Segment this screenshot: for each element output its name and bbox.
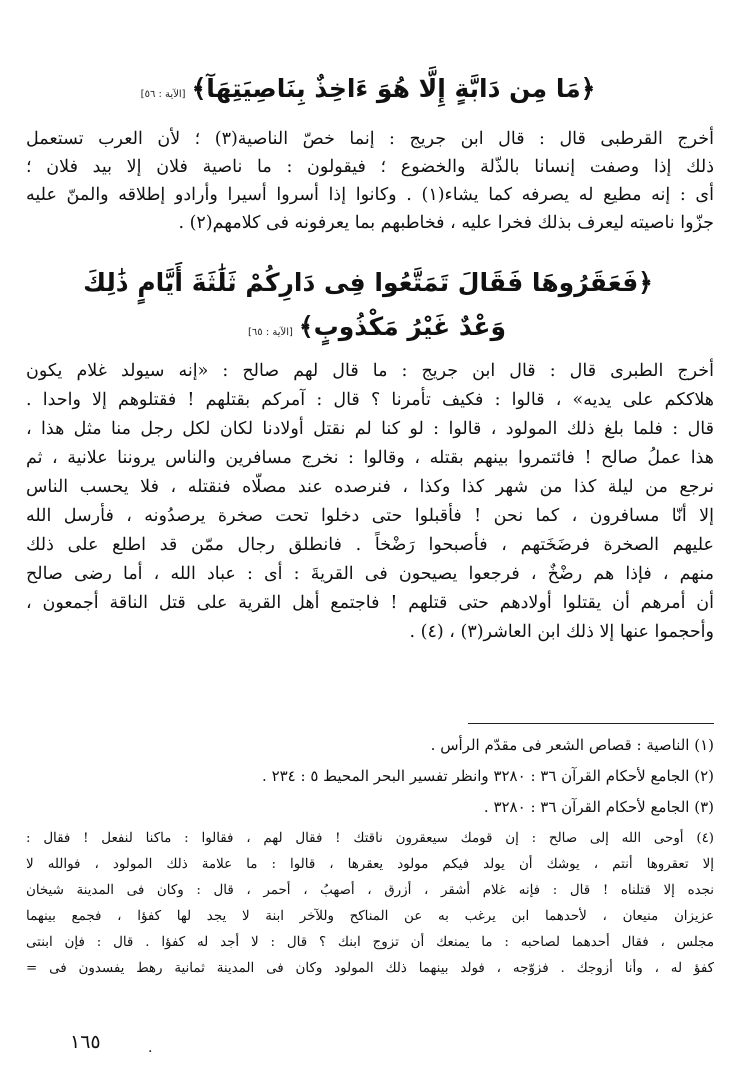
footnote-line: عزيزان منيعان ، لأحدهما ابن يرغب به عن المناكح وللآخر ابنة لا يجد لها كفؤا ، فجمع بينهما xyxy=(26,909,714,924)
page-dot: . xyxy=(148,1040,153,1056)
text-line: جزّوا ناصيته ليعرف بذلك فخرا عليه ، فخاطبهم بما يعرفونه فى كلامهم(٢) . xyxy=(178,213,714,233)
text-line: إلا أنّا مسافرون ، كما نحن ! فأقبلوا حتى دخلوا تحت صخرة يرصدُونه ، فأرسل الله xyxy=(26,506,714,526)
verse-text: ﴿فَعَقَرُوهَا فَقَالَ تَمَتَّعُوا فِى دَارِكُمْ ثَلَٰثَةَ أَيَّامٍ ذَٰلِكَ xyxy=(83,268,653,297)
verse-reference: [الآية : ٦٥] xyxy=(248,327,293,338)
text-line: عليهم الصخرة فرضَخَتهم ، فأصبحوا رَضْخاً . فانطلق رجال ممّن قد اطلع على ذلك xyxy=(26,535,714,555)
footnote-line: مجلس ، فقال أحدهما لصاحبه : ما يمنعك أن تزوج ابنك ؟ قال : لا أجد له كفؤا . قال : فإن ابنتى xyxy=(26,935,714,950)
paragraph-qurtubi xyxy=(26,125,714,237)
text-line: أخرج الطبرى قال : قال ابن جريج : ما قال لهم صالح : «إنه سيولد غلام يكون xyxy=(26,361,714,381)
paragraph-tabari xyxy=(26,357,714,647)
text-line: أخرج القرطبى قال : قال ابن جريج : إنما خصّ الناصية(٣) ؛ لأن العرب تستعمل xyxy=(26,129,714,149)
verse-heading-65-line1 xyxy=(22,268,714,297)
footnote-line: إلا تعقروها أنتم ، يوشك أن يولد فيكم مولود يعقرها ، قالوا : ما علامة ذلك المولود ، فوالله لا xyxy=(26,857,714,872)
text-line: قال : فلما بلغ ذلك المولود ، قالوا : لو كنا لم نقتل أولادنا لكان لكل رجل منا مثل هذا ، xyxy=(26,419,714,439)
text-line: وأحجموا عنها إلا ذلك ابن العاشر(٣) ، (٤) . xyxy=(409,622,714,642)
text-line: منهم ، فإذا هم رضْخٌ ، فرجعوا يصيحون فى القريةَ : أى : عباد الله ، أما رضى صالح xyxy=(26,564,714,584)
text-line: أن أمرهم أن يقتلوا أولادهم حتى قتلهم ! فاجتمع أهل القرية على قتل الناقة أجمعون ، xyxy=(26,593,714,613)
footnote-line: (٤) أوحى الله إلى صالح : إن قومك سيعقرون ناقتك ! فقال لهم ، فقالوا : ماكنا لنفعل ! فقال : xyxy=(26,831,714,846)
text-line: هذا عملُ صالح ! فائتمروا بينهم بقتله ، وقالوا : نخرج مسافرين والناس يروننا علانية ، ثم xyxy=(26,448,714,468)
footnote-line: نجده إلا قتلناه ! قال : فإنه غلام أشقر ، أزرق ، أصهبُ ، أحمر ، قال : وكان فى المدينة شيخان xyxy=(26,883,714,898)
footnote-3: (٣) الجامع لأحكام القرآن ٣٦ : ٣٢٨٠ . xyxy=(483,798,714,816)
verse-heading-65-line2 xyxy=(22,312,506,341)
text-line: نرجع من ليلة كذا من شهر كذا وكذا ، فنرصده عند مصلّاه فنقتله ، فلا يحسب الناس xyxy=(26,477,714,497)
text-line: أى : إنه مطيع له يصرفه كما يشاء(١) . وكانوا إذا أسروا أسيرا وأرادو إطلاقه والمنّ عليه xyxy=(26,185,714,205)
footnote-2: (٢) الجامع لأحكام القرآن ٣٦ : ٣٢٨٠ وانظر تفسير البحر المحيط ٥ : ٢٣٤ . xyxy=(262,767,714,785)
verse-reference: [الآية : ٥٦] xyxy=(140,89,186,100)
verse-text: ﴿مَا مِن دَابَّةٍ إِلَّا هُوَ ءَاخِذٌ بِنَاصِيَتِهَآ﴾ xyxy=(191,74,596,103)
footnote-4 xyxy=(26,826,714,982)
footnote-separator xyxy=(468,723,714,724)
text-line: ذلك إذا وصفت إنسانا بالذّلة والخضوع ؛ فيقولون : ما ناصية فلان إلا بيد فلان ؛ xyxy=(26,157,714,177)
verse-text: وَعْدٌ غَيْرُ مَكْذُوبٍ﴾ xyxy=(298,312,506,341)
page-number: ١٦٥ xyxy=(70,1031,101,1053)
text-line: هلاككم على يديه» ، قالوا : فكيف تأمرنا ؟ قال : آمركم بقتلهم ! فقتلوهم إلا واحدا . xyxy=(26,390,714,410)
footnote-1: (١) الناصية : قصاص الشعر فى مقدّم الرأس . xyxy=(430,736,714,754)
verse-heading-56 xyxy=(22,74,714,103)
footnote-line: كفؤ له ، وأنا أزوجك . فزوّجه ، فولد بينهما ذلك المولود وكان فى المدينة ثمانية رهط يفسدون فى = xyxy=(26,961,714,976)
